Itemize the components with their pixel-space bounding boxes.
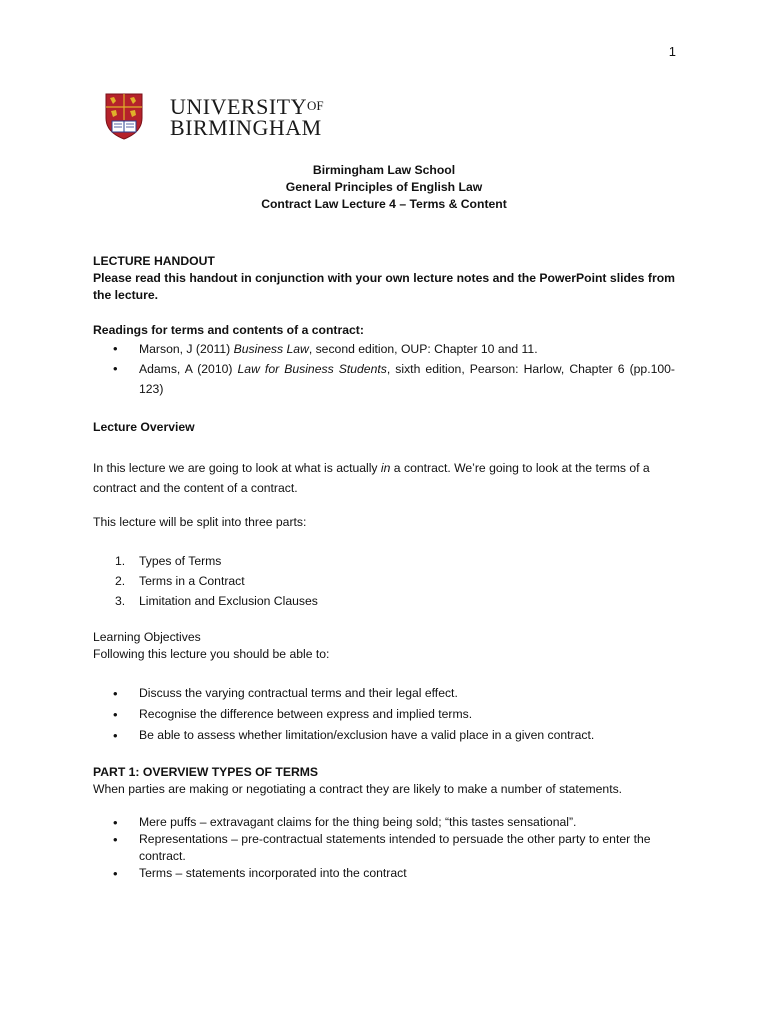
- list-item: • Recognise the difference between express and implied terms.: [93, 704, 675, 725]
- readings-heading: Readings for terms and contents of a contract:: [93, 323, 364, 337]
- list-item: • Terms – statements incorporated into the contract: [93, 865, 675, 882]
- logo-wordmark: UNIVERSITYOF BIRMINGHAM: [170, 93, 324, 140]
- list-item: • Representations – pre-contractual statements intended to persuade the other party to enter the contract.: [93, 831, 675, 865]
- parts-list: [93, 551, 675, 611]
- readings-list: [93, 339, 675, 399]
- list-item: • Be able to assess whether limitation/exclusion have a valid place in a given contract.: [93, 725, 675, 746]
- list-item: 1. Types of Terms: [115, 554, 222, 568]
- objectives-list: [93, 683, 675, 746]
- handout-text: Please read this handout in conjunction with your own lecture notes and the PowerPoint slides from the lecture.: [93, 271, 675, 302]
- list-item: • Adams, A (2010) Law for Business Students, sixth edition, Pearson: Harlow, Chapter 6 (pp.100-123): [93, 359, 675, 399]
- part1-heading: PART 1: OVERVIEW TYPES OF TERMS: [93, 765, 319, 779]
- objectives-heading: Learning Objectives: [93, 630, 201, 644]
- university-logo: [104, 92, 324, 140]
- overview-heading: Lecture Overview: [93, 420, 195, 434]
- crest-icon: [104, 92, 144, 140]
- handout-title: LECTURE HANDOUT: [93, 254, 215, 268]
- part1-list: [93, 814, 675, 882]
- list-item: 3. Limitation and Exclusion Clauses: [115, 594, 318, 608]
- overview-paragraph: In this lecture we are going to look at what is actually in a contract. We’re going to look at the terms of a contract and the content of a contract.: [93, 461, 650, 495]
- part1-intro: When parties are making or negotiating a contract they are likely to make a number of statements.: [93, 782, 623, 796]
- list-item: 2. Terms in a Contract: [115, 574, 245, 588]
- course-name: General Principles of English Law: [285, 180, 483, 194]
- list-item: • Marson, J (2011) Business Law, second edition, OUP: Chapter 10 and 11.: [93, 339, 675, 359]
- list-item: • Mere puffs – extravagant claims for the thing being sold; “this tastes sensational”.: [93, 814, 675, 831]
- school-name: Birmingham Law School: [312, 163, 456, 177]
- page-number: 1: [668, 44, 676, 59]
- list-item: • Discuss the varying contractual terms and their legal effect.: [93, 683, 675, 704]
- split-intro: This lecture will be split into three parts:: [93, 515, 307, 529]
- lecture-title: Contract Law Lecture 4 – Terms & Content: [261, 197, 507, 211]
- document-body: [93, 162, 675, 882]
- objectives-intro: Following this lecture you should be able to:: [93, 647, 330, 661]
